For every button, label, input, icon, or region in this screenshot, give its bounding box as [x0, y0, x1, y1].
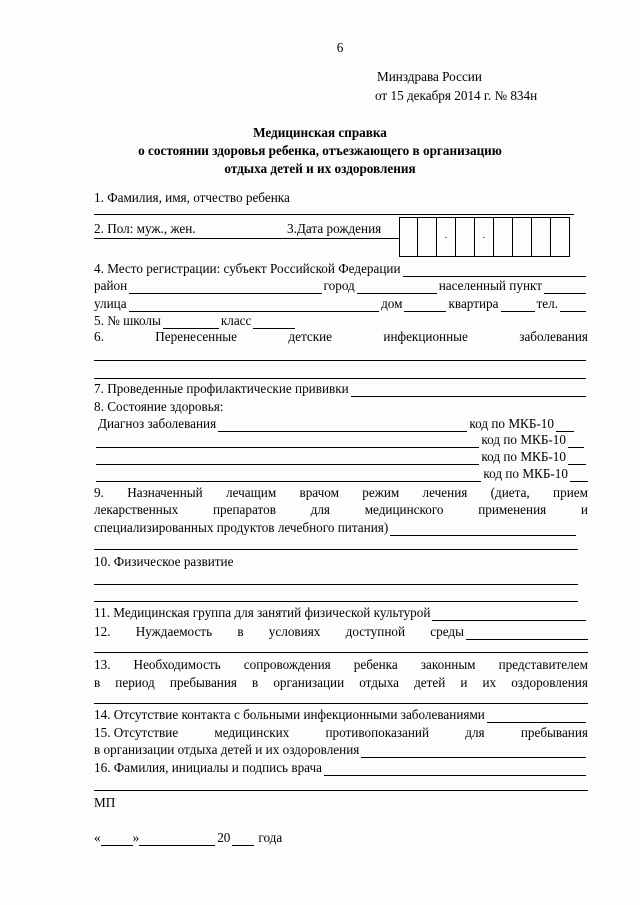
accessibility-field[interactable] [466, 628, 588, 640]
date-close-quote: » [132, 830, 140, 845]
item12-word: в [237, 624, 244, 639]
dob-boxes[interactable] [399, 217, 570, 257]
icd-field[interactable] [568, 436, 584, 448]
icd-label: код по МКБ-10 [481, 432, 566, 447]
year-suffix: года [258, 830, 283, 845]
item6-line [94, 329, 588, 345]
title-line-2: о состоянии здоровья ребенка, отъезжающего в организацию [138, 143, 502, 158]
address-row-2 [94, 296, 588, 312]
item9-line-2 [94, 502, 588, 518]
item12-words [94, 624, 464, 640]
item9-word: 9. [94, 485, 104, 500]
item12-word: среды [430, 624, 464, 639]
house-label: дом [381, 296, 403, 311]
date-open-quote: « [94, 830, 101, 845]
item12-word: Нуждаемость [135, 624, 213, 639]
dob-box[interactable] [474, 218, 493, 256]
item15-word: противопоказаний [325, 725, 430, 740]
item9-line-1 [94, 485, 588, 501]
item6-field-2[interactable] [94, 378, 586, 379]
doctor-signature-field-2[interactable] [94, 790, 588, 791]
no-contact-field[interactable] [487, 711, 586, 723]
physical-dev-field-2[interactable] [94, 601, 578, 602]
no-contraindications-field[interactable] [361, 746, 586, 758]
dob-dot: · [444, 232, 448, 244]
item13-word: пребывания [169, 675, 237, 690]
region-field[interactable] [403, 265, 586, 277]
item9-line-3 [94, 520, 578, 536]
dob-box[interactable] [550, 218, 569, 256]
item14-label: 14. Отсутствие контакта с больными инфекционными заболеваниями [94, 707, 485, 722]
stamp-label: МП [94, 795, 116, 810]
item15-line-2 [94, 742, 588, 758]
escort-field[interactable] [94, 703, 588, 704]
house-field[interactable] [404, 300, 446, 312]
item13-word: представителем [498, 657, 588, 672]
dob-box[interactable] [400, 218, 417, 256]
item4-label: 4. Место регистрации: субъект Российской Федерации [94, 261, 401, 276]
item13-word: оздоровления [511, 675, 588, 690]
locality-label: населенный пункт [438, 278, 542, 293]
item14-row [94, 707, 588, 723]
dob-box[interactable] [493, 218, 512, 256]
class-field[interactable] [253, 317, 295, 329]
vaccinations-field[interactable] [351, 385, 586, 397]
item15-word: для [465, 725, 485, 740]
item8-label: 8. Состояние здоровья: [94, 399, 224, 414]
diagnosis-row-1 [98, 416, 576, 432]
city-field[interactable] [357, 282, 437, 294]
item13-word: Необходимость [133, 657, 221, 672]
item9-word: и [580, 502, 588, 517]
dob-box[interactable] [417, 218, 436, 256]
item13-word: отдыха [359, 675, 400, 690]
item13-word: сопровождения [243, 657, 331, 672]
district-field[interactable] [129, 282, 321, 294]
district-label: район [94, 278, 128, 293]
icd-field[interactable] [556, 420, 574, 432]
item1-line[interactable] [94, 214, 574, 215]
dob-dot: · [482, 232, 486, 244]
item2-underline [94, 238, 399, 239]
item11-label: 11. Медицинская группа для занятий физической культурой [94, 605, 431, 620]
school-label: 5. № школы [94, 313, 161, 328]
diagnosis-row-2 [94, 432, 586, 448]
item15-word: пребывания [520, 725, 588, 740]
page-number: 6 [336, 40, 344, 55]
title-line-1: Медицинская справка [253, 125, 387, 140]
item9-word: препаратов [212, 502, 276, 517]
item5-row [94, 313, 297, 329]
icd-field[interactable] [568, 453, 586, 465]
item6-word: 6. [94, 329, 104, 344]
street-label: улица [94, 296, 127, 311]
item12-row [94, 624, 588, 640]
item13-line-2 [94, 675, 588, 691]
diagnosis-field[interactable] [96, 453, 479, 465]
item13-word: организации [273, 675, 345, 690]
item12-word: условиях [268, 624, 321, 639]
diagnosis-row-4 [94, 466, 590, 482]
diagnosis-field[interactable] [96, 470, 481, 482]
item6-word: детские [288, 329, 333, 344]
year-field[interactable] [232, 834, 254, 846]
apartment-label: квартира [448, 296, 499, 311]
item13-word: в [252, 675, 259, 690]
phone-field[interactable] [560, 300, 586, 312]
dob-box[interactable] [531, 218, 550, 256]
icd-label: код по МКБ-10 [483, 466, 568, 481]
item13-line-1 [94, 657, 588, 673]
item13-word: и [460, 675, 468, 690]
item13-word: ребенка [353, 657, 398, 672]
item10-label: 10. Физическое развитие [94, 554, 234, 569]
item7-row [94, 381, 588, 397]
item9-word: применения [478, 502, 547, 517]
icd-label: код по МКБ-10 [481, 449, 566, 464]
address-row-1 [94, 278, 588, 294]
item13-word: 13. [94, 657, 111, 672]
header-ministry: Минздрава России [377, 69, 482, 84]
item13-word: их [482, 675, 497, 690]
item12-word: доступной [345, 624, 406, 639]
item13-word: период [115, 675, 155, 690]
item9-word: лечащим [226, 485, 277, 500]
item7-label: 7. Проведенные профилактические прививки [94, 381, 349, 396]
item13-word: в [94, 675, 101, 690]
item6-word: инфекционные [383, 329, 468, 344]
street-field[interactable] [129, 300, 380, 312]
icd-label: код по МКБ-10 [469, 416, 554, 431]
item1-label: 1. Фамилия, имя, отчество ребенка [94, 190, 290, 205]
item3-dob-label: 3.Дата рождения [287, 221, 382, 236]
item9-word: для [310, 502, 330, 517]
item9-word: медицинского [364, 502, 444, 517]
diagnosis-row-3 [94, 449, 588, 465]
doctor-signature-field[interactable] [324, 764, 586, 776]
locality-field[interactable] [544, 282, 586, 294]
diagnosis-label: Диагноз заболевания [98, 416, 217, 431]
regimen-field[interactable] [390, 524, 576, 536]
item2-sex: 2. Пол: муж., жен. [94, 221, 196, 236]
dob-box[interactable] [455, 218, 474, 256]
item13-word: детей [414, 675, 446, 690]
item13-word: законным [420, 657, 476, 672]
item9-word: прием [553, 485, 588, 500]
class-label: класс [220, 313, 252, 328]
accessibility-field-2[interactable] [94, 652, 588, 653]
phone-label: тел. [536, 296, 558, 311]
item6-field-1[interactable] [94, 360, 586, 361]
apartment-field[interactable] [501, 300, 535, 312]
item15-word: 15. Отсутствие [94, 725, 179, 740]
dob-box[interactable] [436, 218, 455, 256]
item15-line-1 [94, 725, 588, 741]
item11-row [94, 605, 588, 621]
item9-word: (диета, [490, 485, 530, 500]
item9-word: врачом [299, 485, 339, 500]
icd-field[interactable] [570, 470, 588, 482]
med-group-field[interactable] [432, 609, 586, 621]
month-field[interactable] [139, 834, 215, 846]
item6-word: Перенесенные [155, 329, 238, 344]
title-line-3: отдыха детей и их оздоровления [224, 161, 416, 176]
item16-row [94, 760, 588, 776]
school-field[interactable] [163, 317, 219, 329]
date-row [94, 830, 282, 846]
diagnosis-field[interactable] [218, 420, 467, 432]
dob-box[interactable] [512, 218, 531, 256]
item9-word: лекарственных [94, 502, 179, 517]
regimen-field-2[interactable] [94, 549, 578, 550]
item9-word: лечения [422, 485, 468, 500]
item12-word: 12. [94, 624, 111, 639]
item9-label: специализированных продуктов лечебного питания) [94, 520, 389, 535]
item4-row [94, 261, 588, 277]
header-order: от 15 декабря 2014 г. № 834н [375, 88, 538, 103]
item15-label: в организации отдыха детей и их оздоровления [94, 742, 360, 757]
year-prefix: 20 [217, 830, 231, 845]
day-field[interactable] [101, 834, 133, 846]
item9-word: Назначенный [127, 485, 203, 500]
diagnosis-field[interactable] [96, 436, 479, 448]
item9-word: режим [362, 485, 400, 500]
city-label: город [323, 278, 355, 293]
item6-word: заболевания [519, 329, 588, 344]
physical-dev-field-1[interactable] [94, 584, 578, 585]
item16-label: 16. Фамилия, инициалы и подпись врача [94, 760, 322, 775]
item15-word: медицинских [214, 725, 290, 740]
